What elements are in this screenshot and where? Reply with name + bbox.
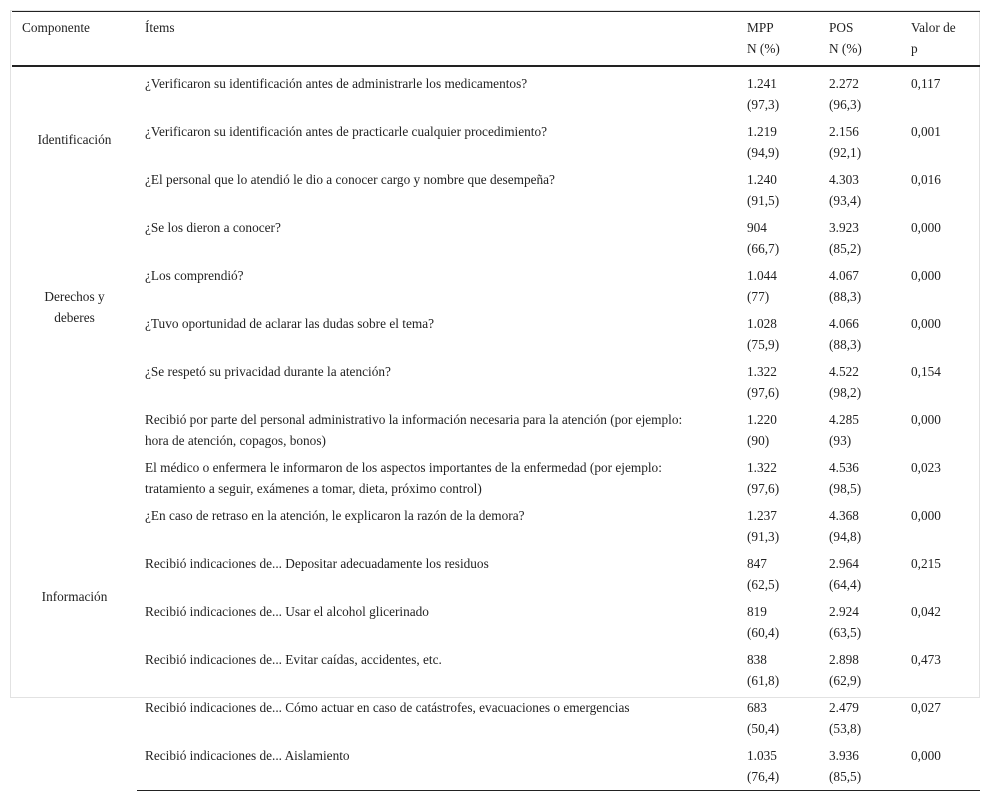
p-value-cell: 0,117: [911, 76, 941, 91]
p-value-cell: 0,000: [911, 316, 941, 331]
mpp-cell: 904 (66,7): [747, 220, 780, 256]
component-derechos-deberes: Derechos y deberes: [44, 289, 105, 325]
table-row: [12, 643, 980, 691]
p-value-cell: 0,000: [911, 508, 941, 523]
item-cell: Recibió indicaciones de... Depositar adecuadamente los residuos: [145, 556, 489, 571]
p-value-cell: 0,000: [901, 739, 980, 791]
header-mpp: MPP N (%): [737, 12, 819, 67]
table-row: [12, 691, 980, 739]
component-identificacion: Identificación: [37, 131, 112, 147]
table-row: [12, 499, 980, 547]
mpp-cell: 1.237 (91,3): [747, 508, 780, 544]
item-cell: Recibió indicaciones de... Usar el alcohol glicerinado: [145, 604, 429, 619]
item-cell: ¿Verificaron su identificación antes de practicarle cualquier procedimiento?: [145, 124, 548, 139]
pos-cell: 2.924 (63,5): [829, 604, 862, 640]
pos-cell: 4.522 (98,2): [829, 364, 862, 400]
header-pos: POS N (%): [819, 12, 901, 67]
component-informacion: Información: [41, 589, 108, 605]
pos-cell: 2.272 (96,3): [829, 76, 862, 112]
table-row: [12, 115, 980, 163]
pos-cell: 2.898 (62,9): [829, 652, 862, 688]
p-value-cell: 0,001: [911, 124, 941, 139]
p-value-cell: 0,000: [911, 268, 941, 283]
mpp-cell: 1.241 (97,3): [747, 76, 780, 112]
p-value-cell: 0,473: [911, 652, 941, 667]
item-cell: Recibió indicaciones de... Cómo actuar en caso de catástrofes, evacuaciones o emergencias: [145, 700, 630, 715]
pos-cell: 4.536 (98,5): [829, 460, 862, 496]
mpp-cell: 1.044 (77): [747, 268, 777, 304]
pos-cell: 4.303 (93,4): [829, 172, 862, 208]
mpp-cell: 1.028 (75,9): [747, 316, 780, 352]
mpp-cell: 1.322 (97,6): [747, 364, 780, 400]
item-cell: ¿Se los dieron a conocer?: [145, 220, 281, 235]
table-row: [12, 451, 980, 499]
mpp-cell: 1.219 (94,9): [747, 124, 780, 160]
table-row: [12, 259, 980, 307]
item-cell: ¿Verificaron su identificación antes de administrarle los medicamentos?: [145, 76, 528, 91]
pos-cell: 3.936 (85,5): [819, 739, 901, 791]
pos-cell: 4.285 (93): [829, 412, 859, 448]
results-table: [12, 11, 980, 791]
item-cell: ¿Los comprendió?: [145, 268, 244, 283]
header-componente: Componente: [12, 12, 137, 67]
table-row: [12, 403, 980, 451]
table-row: [12, 739, 980, 791]
item-cell: ¿Tuvo oportunidad de aclarar las dudas sobre el tema?: [145, 316, 434, 331]
item-cell: ¿En caso de retraso en la atención, le explicaron la razón de la demora?: [145, 508, 525, 523]
header-p-value: Valor de p: [901, 12, 980, 67]
table-row: [12, 163, 980, 211]
p-value-cell: 0,042: [911, 604, 941, 619]
p-value-cell: 0,027: [911, 700, 941, 715]
p-value-cell: 0,154: [911, 364, 941, 379]
table-row: [12, 547, 980, 595]
header-items: Ítems: [137, 12, 737, 67]
pos-cell: 4.066 (88,3): [829, 316, 862, 352]
mpp-cell: 1.240 (91,5): [747, 172, 780, 208]
item-cell: Recibió indicaciones de... Evitar caídas, accidentes, etc.: [145, 652, 442, 667]
table-row: [12, 211, 980, 259]
item-cell: ¿El personal que lo atendió le dio a conocer cargo y nombre que desempeña?: [145, 172, 555, 187]
p-value-cell: 0,023: [911, 460, 941, 475]
item-cell: ¿Se respetó su privacidad durante la atención?: [145, 364, 391, 379]
mpp-cell: 683 (50,4): [747, 700, 780, 736]
pos-cell: 3.923 (85,2): [829, 220, 862, 256]
header-row: [12, 12, 980, 67]
mpp-cell: 819 (60,4): [747, 604, 780, 640]
pos-cell: 2.156 (92,1): [829, 124, 862, 160]
mpp-cell: 847 (62,5): [747, 556, 780, 592]
item-cell: Recibió por parte del personal administrativo la información necesaria para la atención (por ejemplo: hora de atención, copagos, bonos): [145, 412, 683, 448]
table-row: [12, 66, 980, 115]
p-value-cell: 0,016: [911, 172, 941, 187]
table-row: [12, 307, 980, 355]
table-row: [12, 595, 980, 643]
p-value-cell: 0,000: [911, 220, 941, 235]
pos-cell: 4.368 (94,8): [829, 508, 862, 544]
table-row: [12, 355, 980, 403]
item-cell: Recibió indicaciones de... Aislamiento: [137, 739, 737, 791]
pos-cell: 2.479 (53,8): [829, 700, 862, 736]
mpp-cell: 1.322 (97,6): [747, 460, 780, 496]
mpp-cell: 838 (61,8): [747, 652, 780, 688]
p-value-cell: 0,000: [911, 412, 941, 427]
pos-cell: 2.964 (64,4): [829, 556, 862, 592]
item-cell: El médico o enfermera le informaron de los aspectos importantes de la enfermedad (por ejemplo: tratamiento a seguir, exámenes a tomar, dieta, próximo control): [145, 460, 662, 496]
mpp-cell: 1.035 (76,4): [737, 739, 819, 791]
p-value-cell: 0,215: [911, 556, 941, 571]
pos-cell: 4.067 (88,3): [829, 268, 862, 304]
mpp-cell: 1.220 (90): [747, 412, 777, 448]
